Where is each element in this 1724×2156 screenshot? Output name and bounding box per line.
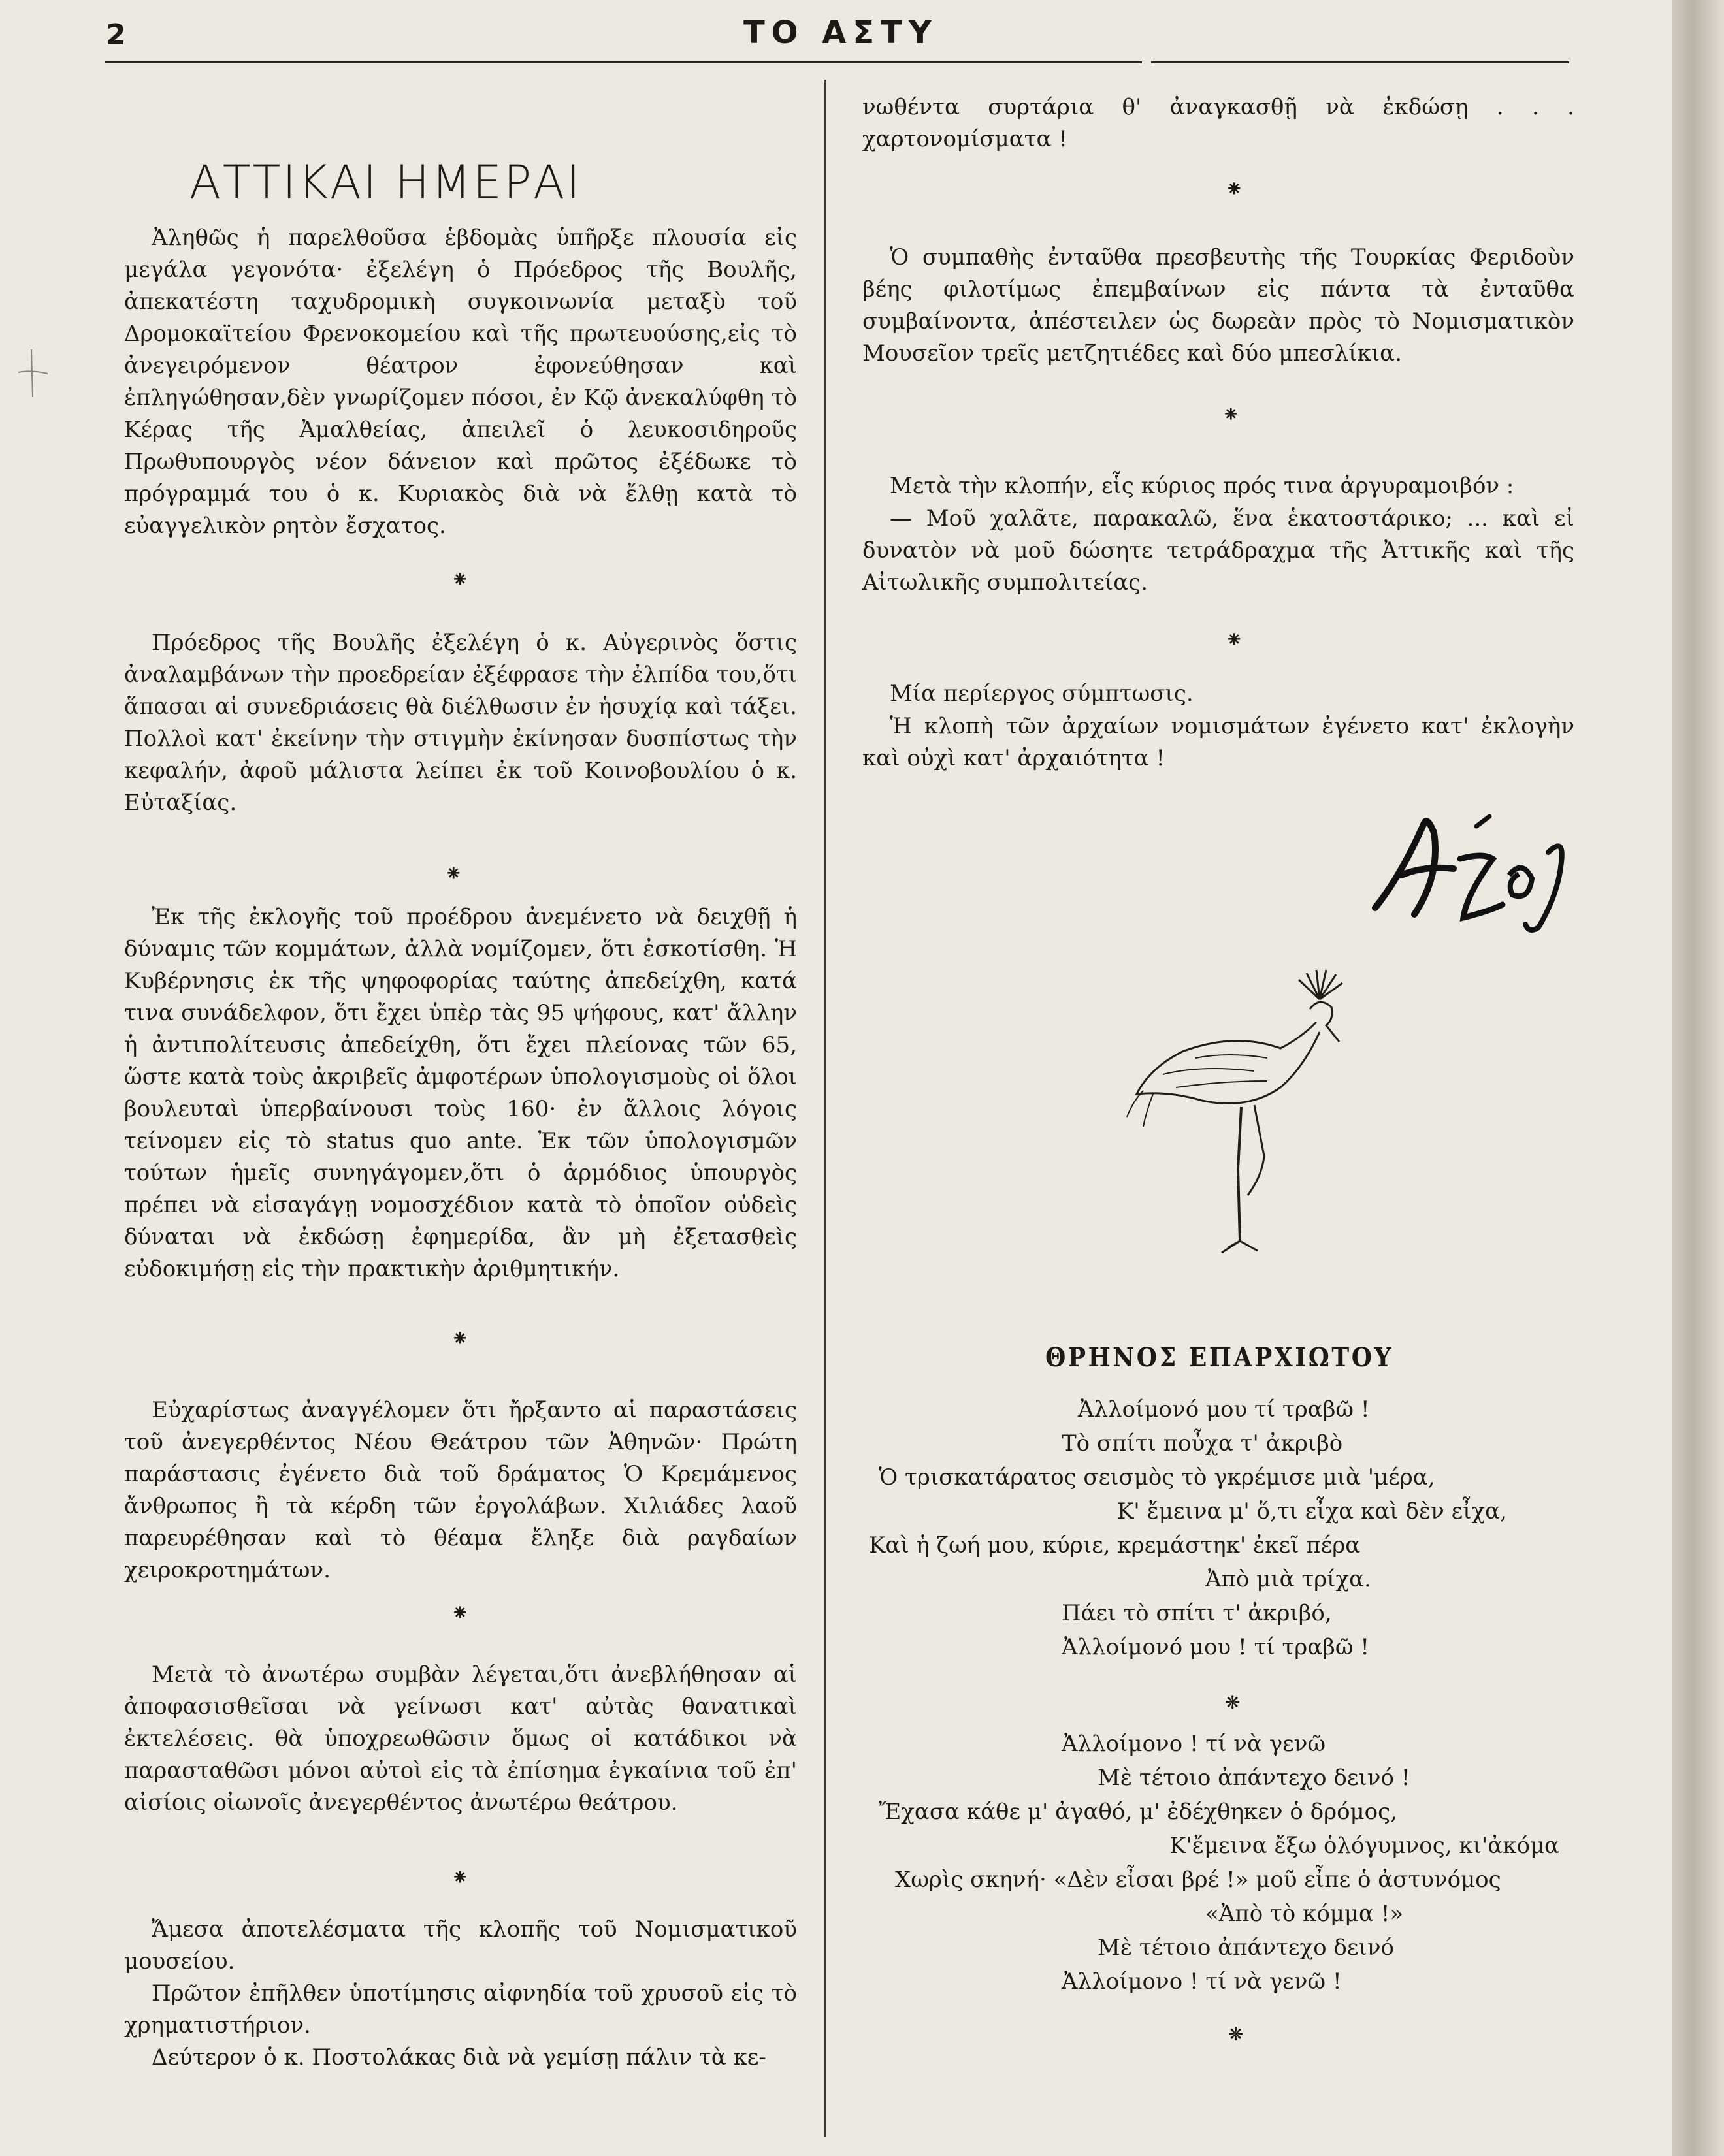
- asterism-3: ⁕: [451, 1326, 470, 1352]
- poem-line: Ἀπὸ μιὰ τρίχα.: [1205, 1566, 1371, 1592]
- crowned-crane-illustration: [1124, 960, 1398, 1274]
- binding-edge: [1672, 0, 1724, 2156]
- paragraph-5: Μετὰ τὸ ἀνωτέρω συμβὰν λέγεται,ὅτι ἀνεβλήθησαν αἱ ἀποφασισθεῖσαι νὰ γείνωσι κατ' αὐτὰς θανατικαὶ ἐκτελέσεις. θὰ ὑποχρεωθῶσιν ὅμως οἱ κατάδικοι νὰ παρασταθῶσι μόνοι αὐτοὶ εἰς τὰ ἐπίσημα ἐγκαίνια τοῦ ἐπ' αἰσίοις οἰωνοῖς ἀνεγερθέντος ἀνωτέρω θεάτρου.: [124, 1662, 797, 1816]
- paragraph-6c: Δεύτερον ὁ κ. Ποστολάκας διὰ νὰ γεμίσῃ πάλιν τὰ κε-: [152, 2044, 766, 2070]
- asterism-5: ⁕: [451, 1865, 470, 1891]
- section-heading: ΑΤΤΙΚΑΙ ΗΜΕΡΑΙ: [189, 155, 582, 209]
- poem-line: Κ'ἔμεινα ἔξω ὁλόγυμνος, κι'ἀκόμα: [1169, 1833, 1560, 1859]
- paragraph-1: Ἀληθῶς ἡ παρελθοῦσα ἑβδομὰς ὑπῆρξε πλουσία εἰς μεγάλα γεγονότα· ἐξελέγη ὁ Πρόεδρος τῆς Βουλῆς, ἀπεκατέστη ταχυδρομικὴ συγκοινωνία μεταξὺ τοῦ Δρομοκαϊτείου Φρενοκομείου καὶ τῆς πρωτευούσης,εἰς τὸ ἀνεγειρόμενον θέατρον ἐφονεύθησαν καὶ ἐπληγώθησαν,δὲν γνωρίζομεν πόσοι, ἐν Κῷ ἀνεκαλύφθη τὸ Κέρας τῆς Ἀμαλθείας, ἀπειλεῖ ὁ λευκοσιδηροῦς Πρωθυπουργὸς νέον δάνειον καὶ πρῶτος ἐξέδωκε τὸ πρόγραμμά του ὁ κ. Κυριακὸς διὰ νὰ ἔλθῃ κατὰ τὸ εὐαγγελικὸν ρητὸν ἔσχατος.: [124, 225, 797, 539]
- right-paragraph-4a: Μία περίεργος σύμπτωσις.: [890, 681, 1194, 707]
- poem-title: ΘΡΗΝΟΣ ΕΠΑΡΧΙΩΤΟΥ: [1045, 1342, 1393, 1373]
- poem-line: Ὁ τρισκατάρατος σεισμὸς τὸ γκρέμισε μιὰ 'μέρα,: [879, 1464, 1435, 1490]
- poem-line: Ἔχασα κάθε μ' ἀγαθό, μ' ἐδέχθηκεν ὁ δρόμος,: [879, 1799, 1397, 1825]
- column-divider: [824, 80, 826, 2137]
- stanza-ornament: ❋: [1225, 1692, 1241, 1713]
- right-paragraph-3a: Μετὰ τὴν κλοπήν, εἷς κύριος πρός τινα ἀργυραμοιβόν :: [890, 473, 1514, 499]
- asterism-7: ⁕: [1222, 402, 1241, 428]
- poem-line: Μὲ τέτοιο ἀπάντεχο δεινό: [1098, 1935, 1394, 1961]
- asterism-1: ⁕: [451, 567, 470, 593]
- poem-line: «Ἀπὸ τὸ κόμμα !»: [1205, 1901, 1404, 1927]
- margin-pencil-mark: [12, 346, 51, 398]
- poem-line: Τὸ σπίτι ποὖχα τ' ἀκριβὸ: [1062, 1430, 1343, 1456]
- author-signature: [1362, 797, 1584, 947]
- right-paragraph-2: Ὁ συμπαθὴς ἐνταῦθα πρεσβευτὴς τῆς Τουρκίας Φεριδοὺν βέης φιλοτίμως ἐπεμβαίνων εἰς πάντα τὰ ἐνταῦθα συμβαίνοντα, ἀπέστειλεν ὡς δωρεὰν πρὸς τὸ Νομισματικὸν Μουσεῖον τρεῖς μετζητιέδες καὶ δύο μπεσλίκια.: [862, 244, 1574, 366]
- header-rule-right: [1151, 61, 1569, 63]
- header-rule-left: [105, 61, 1142, 63]
- poem-line: Μὲ τέτοιο ἀπάντεχο δεινό !: [1098, 1765, 1410, 1791]
- paragraph-4: Εὐχαρίστως ἀναγγέλομεν ὅτι ἤρξαντο αἱ παραστάσεις τοῦ ἀνεγερθέντος Νέου Θεάτρου τῶν Ἀθηνῶν· Πρώτη παράστασις ἐγένετο διὰ τοῦ δράματος Ὁ Κρεμάμενος ἄνθρωπος ἢ τὰ κέρδη τῶν ἐργολάβων. Χιλιάδες λαοῦ παρευρέθησαν καὶ τὸ θέαμα ἔληξε διὰ ραγδαίων χειροκροτημάτων.: [124, 1397, 797, 1583]
- poem-line: Ἀλλοίμονό μου ! τί τραβῶ !: [1062, 1634, 1370, 1660]
- poem-line: Ἀλλοίμονο ! τί νὰ γενῶ: [1062, 1731, 1326, 1757]
- masthead: ΤΟ ΑΣΤΥ: [743, 14, 938, 51]
- paragraph-2: Πρόεδρος τῆς Βουλῆς ἐξελέγη ὁ κ. Αὐγερινὸς ὅστις ἀναλαμβάνων τὴν προεδρείαν ἐξέφρασε τὴν ἐλπίδα του,ὅτι ἅπασαι αἱ συνεδριάσεις θὰ διέλθωσιν ἐν ἡσυχίᾳ καὶ τάξει. Πολλοὶ κατ' ἐκείνην τὴν στιγμὴν ἐκίνησαν δυσπίστως τὴν κεφαλήν, ἀφοῦ μάλιστα λείπει ἐκ τοῦ Κοινοβουλίου ὁ κ. Εὐταξίας.: [124, 630, 797, 816]
- page-number: 2: [106, 18, 126, 52]
- right-paragraph-3b: — Μοῦ χαλᾶτε, παρακαλῶ, ἕνα ἑκατοστάρικο; ... καὶ εἰ δυνατὸν νὰ μοῦ δώσητε τετράδραχμα τῆς Ἀττικῆς καὶ τῆς Αἰτωλικῆς συμπολιτείας.: [862, 506, 1574, 596]
- paragraph-6b: Πρῶτον ἐπῆλθεν ὑποτίμησις αἰφνηδία τοῦ χρυσοῦ εἰς τὸ χρηματιστήριον.: [124, 1980, 797, 2038]
- poem-line: Πάει τὸ σπίτι τ' ἀκριβό,: [1062, 1600, 1332, 1626]
- poem-line: Χωρὶς σκηνή· «Δὲν εἶσαι βρέ !» μοῦ εἶπε ὁ ἀστυνόμος: [895, 1867, 1501, 1893]
- asterism-8: ⁕: [1225, 627, 1244, 653]
- asterism-4: ⁕: [451, 1600, 470, 1626]
- right-paragraph-4b: Ἡ κλοπὴ τῶν ἀρχαίων νομισμάτων ἐγένετο κατ' ἐκλογὴν καὶ οὐχὶ κατ' ἀρχαιότητα !: [862, 713, 1574, 771]
- paragraph-3: Ἐκ τῆς ἐκλογῆς τοῦ προέδρου ἀνεμένετο νὰ δειχθῇ ἡ δύναμις τῶν κομμάτων, ἀλλὰ νομίζομεν, ὅτι ἐσκοτίσθη. Ἡ Κυβέρνησις ἐκ τῆς ψηφοφορίας ταύτης ἀπεδείχθη, κατά τινα συνάδελφον, ὅτι ἔχει ὑπὲρ τὰς 95 ψήφους, κατ' ἄλλην ἡ ἀντιπολίτευσις ἀπεδείχθη, ὅτι ἔχει πλείονας τῶν 65, ὥστε κατὰ τοὺς ἀκριβεῖς ἀμφοτέρων ὑπολογισμοὺς οἱ ὅλοι βουλευταὶ ὑπερβαίνουσι τοὺς 160· ἐν ἄλλοις λόγοις τείνομεν εἰς τὸ status quo ante. Ἐκ τῶν ὑπολογισμῶν τούτων ἡμεῖς συνηγάγομεν,ὅτι ὁ ἁρμόδιος ὑπουργὸς πρέπει νὰ εἰσαγάγῃ νομοσχέδιον κατὰ τὸ ὁποῖον οὐδεὶς δύναται νὰ ἐκδώσῃ ἐφημερίδα, ἂν μὴ ἐξετασθεὶς εὐδοκιμήσῃ εἰς τὴν πρακτικὴν ἀριθμητικήν.: [124, 904, 797, 1282]
- poem-line: Κ' ἔμεινα μ' ὅ,τι εἶχα καὶ δὲν εἶχα,: [1117, 1498, 1507, 1524]
- poem-line: Ἀλλοίμονο ! τί νὰ γενῶ !: [1062, 1969, 1342, 1995]
- poem-line: Καὶ ἡ ζωή μου, κύριε, κρεμάστηκ' ἐκεῖ πέρα: [869, 1532, 1361, 1558]
- poem-line: Ἀλλοίμονό μου τί τραβῶ !: [1078, 1396, 1370, 1423]
- asterism-6: ⁕: [1225, 176, 1244, 202]
- asterism-2: ⁕: [444, 861, 463, 887]
- stanza-ornament: ❋: [1228, 2023, 1244, 2045]
- paragraph-6a: Ἄμεσα ἀποτελέσματα τῆς κλοπῆς τοῦ Νομισματικοῦ μουσείου.: [124, 1916, 797, 1974]
- right-paragraph-1: νωθέντα συρτάρια θ' ἀναγκασθῇ νὰ ἐκδώσῃ . . . χαρτονομίσματα !: [862, 94, 1574, 152]
